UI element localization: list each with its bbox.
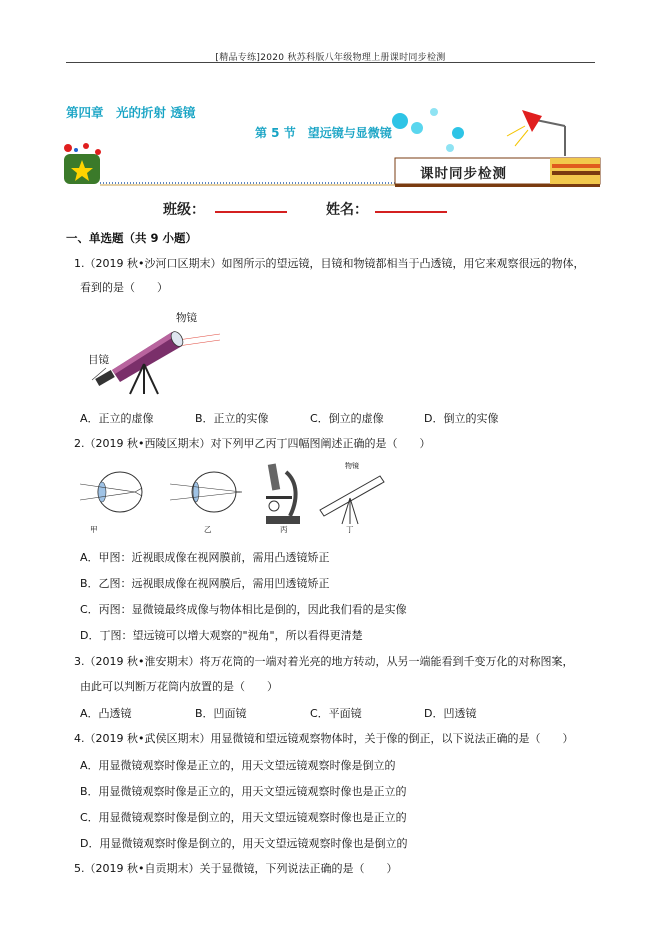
name-label: 姓名：: [326, 202, 368, 218]
question-2-text: 2.（2019 秋•西陵区期末）对下列甲乙丙丁四幅图阐述正确的是（ ）: [74, 437, 431, 450]
question-2-option-c[interactable]: C．丙图：显微镜最终成像与物体相比是倒的，因此我们看的是实像: [80, 603, 407, 616]
question-1-text: 1.（2019 秋•沙河口区期末）如图所示的望远镜，目镜和物镜都相当于凸透镜，用它来观察很远的物体，: [74, 257, 585, 270]
figure-label-eyepiece: 目镜: [88, 354, 109, 366]
microscope-figure: [258, 460, 308, 526]
telescope-figure: [82, 308, 222, 396]
question-1-option-d[interactable]: D．倒立的实像: [424, 412, 499, 425]
telescope-small-figure: [314, 464, 394, 526]
question-4-text: 4.（2019 秋•武侯区期末）用显微镜和望远镜观察物体时，关于像的倒正，以下说法正确的是（ ）: [74, 732, 574, 745]
question-3-text-cont: 由此可以判断万花筒内放置的是（ ）: [80, 680, 278, 693]
name-blank[interactable]: [375, 211, 447, 213]
question-4-option-b[interactable]: B．用显微镜观察时像是正立的，用天文望远镜观察时像也是正立的: [80, 785, 407, 798]
question-4-option-a[interactable]: A．用显微镜观察时像是正立的，用天文望远镜观察时像是倒立的: [80, 759, 396, 772]
figure-label-yi: 乙: [204, 525, 212, 534]
part-title: 一、单选题（共 9 小题）: [66, 231, 198, 245]
question-1-option-c[interactable]: C．倒立的虚像: [310, 412, 384, 425]
question-2-option-b[interactable]: B．乙图：远视眼成像在视网膜后，需用凹透镜矫正: [80, 577, 330, 590]
page-header: [精品专练]2020 秋苏科版八年级物理上册课时同步检测: [215, 53, 446, 63]
question-2-option-a[interactable]: A．甲图：近视眼成像在视网膜前，需用凸透镜矫正: [80, 551, 330, 564]
question-1-option-b[interactable]: B．正立的实像: [195, 412, 269, 425]
question-5-text: 5.（2019 秋•自贡期末）关于显微镜，下列说法正确的是（ ）: [74, 862, 398, 875]
question-4-option-d[interactable]: D．用显微镜观察时像是倒立的，用天文望远镜观察时像也是倒立的: [80, 837, 408, 850]
figure-small-label-objective: 物镜: [345, 462, 359, 470]
question-1-text-cont: 看到的是（ ）: [80, 281, 168, 294]
figure-label-objective: 物镜: [176, 312, 197, 324]
class-blank[interactable]: [215, 211, 287, 213]
question-3-option-d[interactable]: D．凹透镜: [424, 707, 477, 720]
class-label: 班级：: [163, 202, 205, 218]
question-3-option-c[interactable]: C．平面镜: [310, 707, 362, 720]
question-4-option-c[interactable]: C．用显微镜观察时像是倒立的，用天文望远镜观察时像也是正立的: [80, 811, 407, 824]
header-divider: [66, 62, 595, 63]
figure-label-bing: 丙: [280, 525, 288, 534]
section-title: 第 5 节 望远镜与显微镜: [255, 126, 392, 140]
chapter-title: 第四章 光的折射 透镜: [66, 105, 196, 120]
banner-label: 课时同步检测: [420, 166, 507, 182]
question-3-option-b[interactable]: B．凹面镜: [195, 707, 247, 720]
question-1-option-a[interactable]: A．正立的虚像: [80, 412, 154, 425]
figure-label-ding: 丁: [346, 525, 354, 534]
question-3-text: 3.（2019 秋•淮安期末）将万花筒的一端对着光亮的地方转动，从另一端能看到千变万化的对称图案，: [74, 655, 574, 668]
question-3-option-a[interactable]: A．凸透镜: [80, 707, 132, 720]
question-2-option-d[interactable]: D．丁图：望远镜可以增大观察的"视角"，所以看得更清楚: [80, 629, 363, 642]
figure-label-jia: 甲: [90, 525, 98, 534]
